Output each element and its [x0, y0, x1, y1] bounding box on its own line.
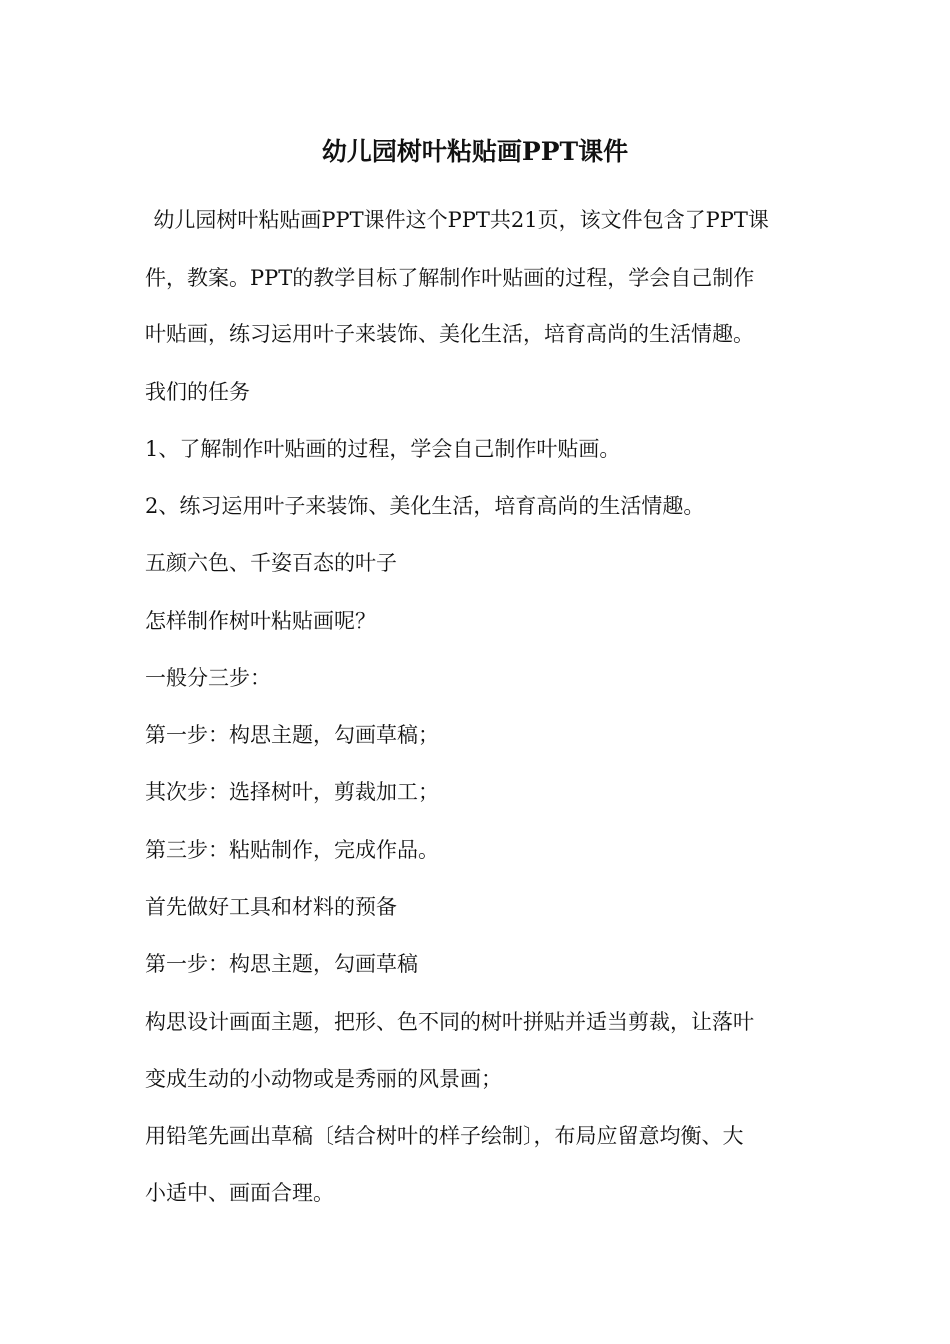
intro-line-3: 叶贴画，练习运用叶子来装饰、美化生活，培育高尚的生活情趣。	[145, 322, 754, 346]
intro-line-1: 幼儿园树叶粘贴画PPT课件这个PPT共21页，该文件包含了PPT课	[140, 208, 769, 232]
step-item-3: 第三步：粘贴制作，完成作品。	[145, 838, 439, 862]
text-line-step-one-heading: 第一步：构思主题，勾画草稿	[145, 952, 418, 976]
text-line-leaves: 五颜六色、千姿百态的叶子	[145, 551, 397, 575]
text-line-how-to: 怎样制作树叶粘贴画呢？	[145, 609, 376, 633]
text-line-three-steps: 一般分三步：	[145, 666, 271, 690]
intro-line-2: 件，教案。PPT的教学目标了解制作叶贴画的过程，学会自己制作	[145, 266, 755, 290]
step-item-2: 其次步：选择树叶，剪裁加工；	[145, 780, 439, 804]
task-item-1: 1、了解制作叶贴画的过程，学会自己制作叶贴画。	[145, 437, 621, 461]
step-item-1: 第一步：构思主题，勾画草稿；	[145, 723, 439, 747]
body-line-4: 小适中、画面合理。	[145, 1181, 334, 1205]
text-line-preparation: 首先做好工具和材料的预备	[145, 895, 397, 919]
section-heading-tasks: 我们的任务	[145, 380, 250, 404]
body-line-1: 构思设计画面主题，把形、色不同的树叶拼贴并适当剪裁，让落叶	[145, 1010, 754, 1034]
body-line-3: 用铅笔先画出草稿〔结合树叶的样子绘制〕，布局应留意均衡、大	[145, 1124, 744, 1148]
task-item-2: 2、练习运用叶子来装饰、美化生活，培育高尚的生活情趣。	[145, 494, 705, 518]
document-title: 幼儿园树叶粘贴画PPT课件	[321, 137, 629, 166]
body-line-2: 变成生动的小动物或是秀丽的风景画；	[145, 1067, 502, 1091]
